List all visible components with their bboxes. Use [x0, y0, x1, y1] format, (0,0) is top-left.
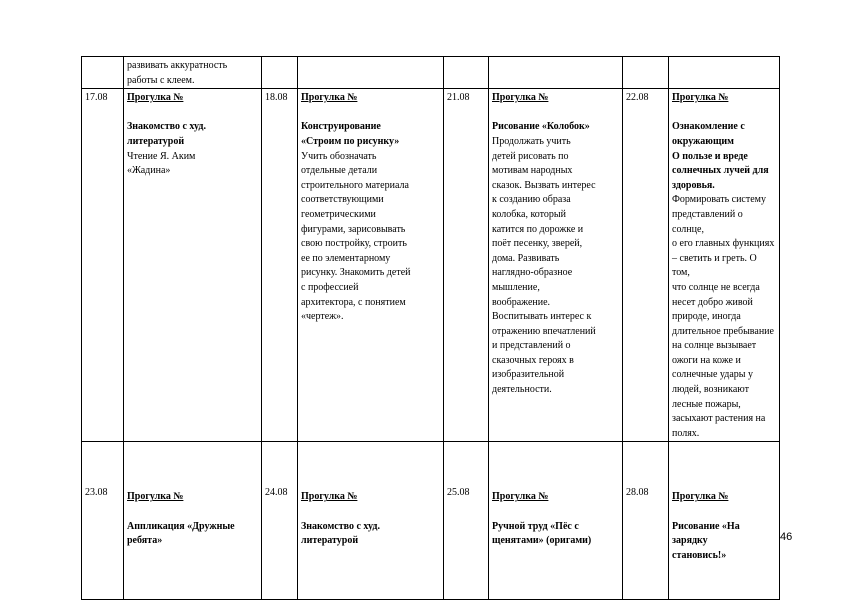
- activity-line: соответствующими: [301, 194, 384, 206]
- activity-cell: [124, 89, 262, 442]
- activity-title: «Строим по рисунку»: [301, 135, 400, 147]
- activity-line: отражению впечатлений: [492, 325, 596, 337]
- date-cell: 28.08: [623, 442, 669, 600]
- activity-line: ее по элементарному: [301, 252, 391, 264]
- activity-title: Аппликация «Дружные: [127, 520, 235, 532]
- activity-cell: [669, 57, 780, 89]
- activity-title: Конструирование: [301, 121, 381, 133]
- walk-label: Прогулка №: [672, 491, 729, 503]
- walk-label: Прогулка №: [127, 491, 184, 503]
- activity-line: Формировать систему: [672, 194, 766, 206]
- date-cell: [82, 57, 124, 89]
- activity-line: мышление,: [492, 281, 540, 293]
- activity-line: сказочных героях в: [492, 354, 574, 366]
- activity-line: несет добро живой: [672, 296, 753, 308]
- walk-label: Прогулка №: [492, 491, 549, 503]
- activity-line: на солнце вызывает: [672, 340, 757, 352]
- date-cell: 24.08: [262, 442, 298, 600]
- walk-label: Прогулка №: [672, 92, 729, 104]
- activity-line: о его главных функциях: [672, 238, 775, 250]
- date-cell: 21.08: [444, 89, 489, 442]
- date-cell: [444, 57, 489, 89]
- activity-title: Ознакомление с: [672, 121, 745, 133]
- table-row: [82, 442, 780, 600]
- activity-title: здоровья.: [672, 179, 715, 191]
- activity-line: людей, возникают: [672, 384, 749, 396]
- activity-title: щенятами» (оригами): [492, 535, 592, 547]
- activity-cell: [124, 442, 262, 600]
- activity-line: воображение.: [492, 296, 551, 308]
- walk-label: Прогулка №: [301, 92, 358, 104]
- activity-cell: [298, 442, 444, 600]
- activity-title: становись!»: [672, 549, 727, 561]
- activity-title: литературой: [301, 535, 359, 547]
- activity-line: длительное пребывание: [672, 325, 774, 337]
- activity-line: катится по дорожке и: [492, 223, 584, 235]
- date-cell: [623, 57, 669, 89]
- activity-line: мотивам народных: [492, 165, 573, 177]
- table-row: [82, 89, 780, 442]
- page-number: 46: [780, 531, 793, 543]
- activity-cell: [124, 57, 262, 89]
- date-cell: [262, 57, 298, 89]
- activity-line: полях.: [672, 427, 700, 439]
- activity-line: Чтение Я. Аким: [127, 150, 196, 162]
- activity-line: – светить и греть. О том,: [672, 252, 757, 279]
- activity-line: с профессией: [301, 281, 359, 293]
- activity-line: наглядно-образное: [492, 267, 573, 279]
- activity-line: ожоги на коже и: [672, 354, 741, 366]
- table-row: [82, 57, 780, 89]
- date-cell: 17.08: [82, 89, 124, 442]
- activity-cell: [298, 57, 444, 89]
- activity-line: представлений о солнце,: [672, 208, 743, 235]
- activity-title: О пользе и вреде: [672, 150, 748, 162]
- activity-line: Продолжать учить: [492, 135, 571, 147]
- activity-cell: [489, 89, 623, 442]
- activity-line: литературой: [127, 135, 185, 147]
- activity-line: архитектора, с понятием: [301, 296, 406, 308]
- activity-line: изобразительной: [492, 369, 565, 381]
- activity-line: что солнце не всегда: [672, 281, 760, 293]
- activity-line: колобка, который: [492, 208, 566, 220]
- schedule-table: [81, 56, 780, 600]
- activity-line: рисунку. Знакомить детей: [301, 267, 411, 279]
- date-cell: 23.08: [82, 442, 124, 600]
- activity-line: геометрическими: [301, 208, 376, 220]
- activity-title: окружающим: [672, 135, 734, 147]
- activity-line: «Жадина»: [127, 165, 171, 177]
- activity-line: Воспитывать интерес к: [492, 311, 592, 323]
- activity-line: и представлений о: [492, 340, 571, 352]
- activity-line: Учить обозначать: [301, 150, 377, 162]
- activity-line: солнечные удары у: [672, 369, 753, 381]
- activity-title: ребята»: [127, 535, 163, 547]
- activity-line: «чертеж».: [301, 311, 344, 323]
- activity-title: Ручной труд «Пёс с: [492, 520, 579, 532]
- activity-line: строительного материала: [301, 179, 409, 191]
- activity-line: сказок. Вызвать интерес: [492, 179, 596, 191]
- activity-cell: [298, 89, 444, 442]
- activity-cell: [489, 442, 623, 600]
- activity-line: природе, иногда: [672, 311, 741, 323]
- activity-line: поёт песенку, зверей,: [492, 238, 583, 250]
- activity-line: отдельные детали: [301, 165, 378, 177]
- activity-line: к созданию образа: [492, 194, 571, 206]
- activity-line: фигурами, зарисовывать: [301, 223, 406, 235]
- activity-cell: [669, 89, 780, 442]
- walk-label: Прогулка №: [492, 92, 549, 104]
- activity-line: развивать аккуратность: [127, 60, 228, 71]
- activity-line: деятельности.: [492, 384, 552, 396]
- activity-line: дома. Развивать: [492, 252, 560, 264]
- activity-line: Знакомство с худ.: [127, 121, 206, 133]
- activity-cell: [669, 442, 780, 600]
- date-cell: 25.08: [444, 442, 489, 600]
- activity-title: Рисование «На зарядку: [672, 520, 740, 547]
- date-cell: 18.08: [262, 89, 298, 442]
- date-cell: 22.08: [623, 89, 669, 442]
- activity-line: лесные пожары,: [672, 398, 741, 410]
- activity-title: Рисование «Колобок»: [492, 121, 590, 133]
- walk-label: Прогулка №: [301, 491, 358, 503]
- activity-line: работы с клеем.: [127, 74, 195, 86]
- activity-line: засыхают растения на: [672, 413, 766, 425]
- activity-line: детей рисовать по: [492, 150, 569, 162]
- activity-cell: [489, 57, 623, 89]
- activity-line: свою постройку, строить: [301, 238, 407, 250]
- walk-label: Прогулка №: [127, 92, 184, 104]
- activity-title: Знакомство с худ.: [301, 520, 380, 532]
- activity-title: солнечных лучей для: [672, 165, 769, 177]
